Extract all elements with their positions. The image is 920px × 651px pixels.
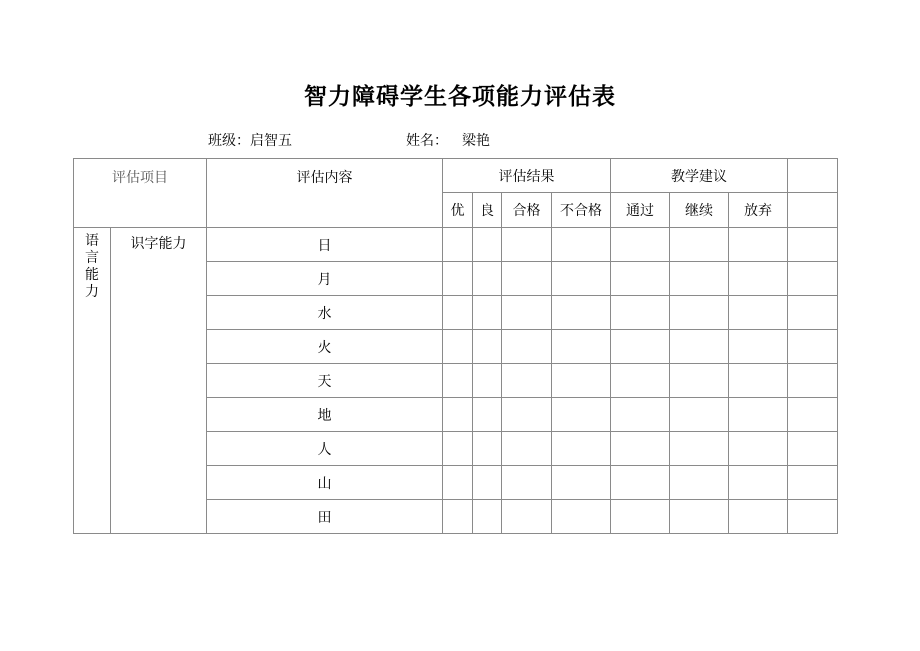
subcategory-cell: 识字能力 [111,228,207,534]
result-fail-cell[interactable] [552,398,611,432]
result-good-cell[interactable] [473,262,502,296]
suggest-abandon-cell[interactable] [729,262,788,296]
class-label: 班级： [208,133,250,149]
header-extra-cell [788,159,838,193]
result-excellent-cell[interactable] [443,228,473,262]
extra-cell[interactable] [788,262,838,296]
result-excellent-cell[interactable] [443,296,473,330]
suggest-continue-cell[interactable] [670,466,729,500]
suggest-pass-cell[interactable] [611,398,670,432]
result-good-cell[interactable] [473,398,502,432]
result-good-cell[interactable] [473,296,502,330]
table-row [74,228,838,262]
extra-cell[interactable] [788,330,838,364]
header-extra-cell [788,193,838,228]
result-good-cell[interactable] [473,330,502,364]
result-excellent-cell[interactable] [443,466,473,500]
header-result: 评估结果 [443,159,611,193]
result-fail-cell[interactable] [552,228,611,262]
content-cell: 山 [207,466,443,500]
result-fail-cell[interactable] [552,364,611,398]
content-cell: 人 [207,432,443,466]
header-suggest-abandon: 放弃 [729,193,788,228]
header-row-1 [74,159,838,193]
category-cell [74,228,111,534]
content-cell: 水 [207,296,443,330]
result-excellent-cell[interactable] [443,364,473,398]
class-info [208,130,292,150]
suggest-continue-cell[interactable] [670,432,729,466]
header-suggest-pass: 通过 [611,193,670,228]
header-result-fail: 不合格 [552,193,611,228]
extra-cell[interactable] [788,432,838,466]
extra-cell[interactable] [788,466,838,500]
header-result-excellent: 优 [443,193,473,228]
suggest-abandon-cell[interactable] [729,466,788,500]
result-pass-cell[interactable] [502,500,552,534]
result-excellent-cell[interactable] [443,500,473,534]
suggest-abandon-cell[interactable] [729,500,788,534]
header-result-good: 良 [473,193,502,228]
suggest-abandon-cell[interactable] [729,330,788,364]
result-pass-cell[interactable] [502,296,552,330]
result-fail-cell[interactable] [552,500,611,534]
suggest-pass-cell[interactable] [611,330,670,364]
result-excellent-cell[interactable] [443,398,473,432]
suggest-abandon-cell[interactable] [729,228,788,262]
suggest-continue-cell[interactable] [670,330,729,364]
content-cell: 日 [207,228,443,262]
result-good-cell[interactable] [473,228,502,262]
suggest-pass-cell[interactable] [611,432,670,466]
result-pass-cell[interactable] [502,228,552,262]
result-fail-cell[interactable] [552,330,611,364]
suggest-abandon-cell[interactable] [729,432,788,466]
suggest-continue-cell[interactable] [670,398,729,432]
suggest-continue-cell[interactable] [670,296,729,330]
result-excellent-cell[interactable] [443,432,473,466]
suggest-abandon-cell[interactable] [729,364,788,398]
suggest-pass-cell[interactable] [611,500,670,534]
result-fail-cell[interactable] [552,262,611,296]
suggest-abandon-cell[interactable] [729,398,788,432]
result-excellent-cell[interactable] [443,262,473,296]
result-pass-cell[interactable] [502,432,552,466]
suggest-abandon-cell[interactable] [729,296,788,330]
extra-cell[interactable] [788,228,838,262]
result-good-cell[interactable] [473,466,502,500]
header-content: 评估内容 [207,159,443,228]
content-cell: 田 [207,500,443,534]
result-pass-cell[interactable] [502,364,552,398]
result-excellent-cell[interactable] [443,330,473,364]
extra-cell[interactable] [788,364,838,398]
suggest-continue-cell[interactable] [670,262,729,296]
suggest-pass-cell[interactable] [611,296,670,330]
class-value: 启智五 [250,133,292,149]
extra-cell[interactable] [788,296,838,330]
page-title: 智力障碍学生各项能力评估表 [304,84,616,110]
category-label: 语言能力 [85,233,99,300]
header-suggestion: 教学建议 [611,159,788,193]
suggest-pass-cell[interactable] [611,466,670,500]
content-cell: 天 [207,364,443,398]
content-cell: 月 [207,262,443,296]
name-value: 梁艳 [462,133,490,149]
result-fail-cell[interactable] [552,432,611,466]
name-info [406,130,490,150]
assessment-table [73,158,838,534]
result-pass-cell[interactable] [502,466,552,500]
content-cell: 地 [207,398,443,432]
result-pass-cell[interactable] [502,330,552,364]
extra-cell[interactable] [788,398,838,432]
result-good-cell[interactable] [473,432,502,466]
content-cell: 火 [207,330,443,364]
suggest-continue-cell[interactable] [670,364,729,398]
result-pass-cell[interactable] [502,262,552,296]
result-good-cell[interactable] [473,500,502,534]
name-label: 姓名： [406,133,448,149]
result-fail-cell[interactable] [552,466,611,500]
result-pass-cell[interactable] [502,398,552,432]
header-item: 评估项目 [74,159,207,228]
header-result-pass: 合格 [502,193,552,228]
suggest-continue-cell[interactable] [670,228,729,262]
extra-cell[interactable] [788,500,838,534]
result-good-cell[interactable] [473,364,502,398]
suggest-pass-cell[interactable] [611,262,670,296]
suggest-pass-cell[interactable] [611,228,670,262]
suggest-continue-cell[interactable] [670,500,729,534]
result-fail-cell[interactable] [552,296,611,330]
header-suggest-continue: 继续 [670,193,729,228]
suggest-pass-cell[interactable] [611,364,670,398]
